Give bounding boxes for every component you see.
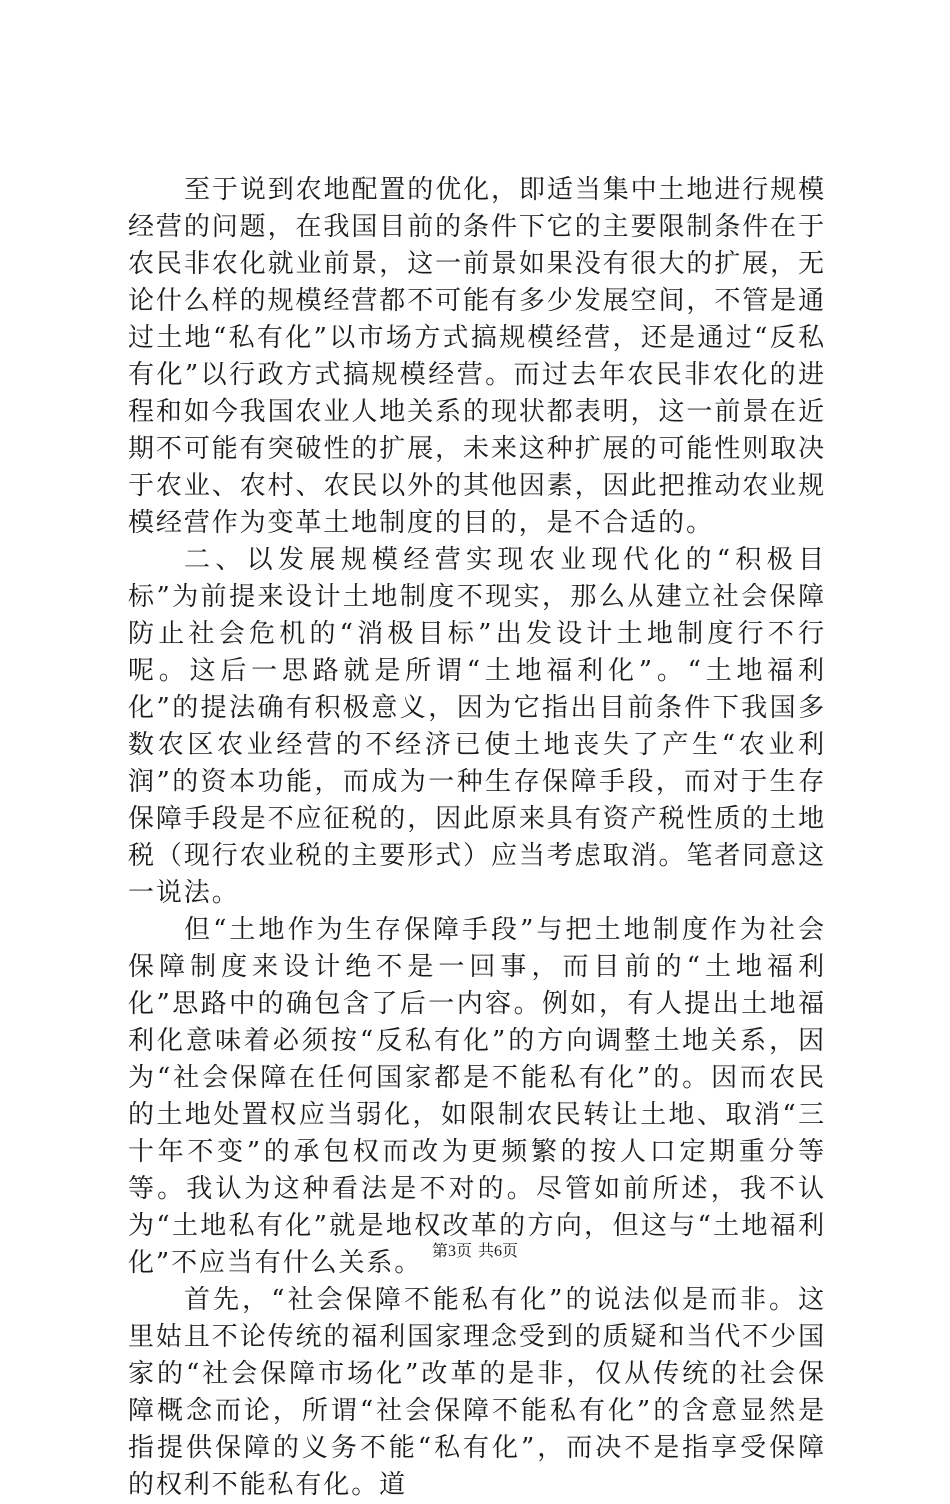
paragraph-4: 首先，“社会保障不能私有化”的说法似是而非。这里姑且不论传统的福利国家理念受到的质疑和当代不少国家的“社会保障市场化”改革的是非，仅从传统的社会保障概念而论，所谓“社会保障不能私有化”的含意显然是指提供保障的义务不能“私有化”，而决不是指享受保障的权利不能私有化。道	[128, 1285, 826, 1500]
paragraph-1: 至于说到农地配置的优化，即适当集中土地进行规模经营的问题，在我国目前的条件下它的主要限制条件在于农民非农化就业前景，这一前景如果没有很大的扩展，无论什么样的规模经营都不可能有多少发展空间，不管是通过土地“私有化”以市场方式搞规模经营，还是通过“反私有化”以行政方式搞规模经营。而过去年农民非农化的进程和如今我国农业人地关系的现状都表明，这一前景在近期不可能有突破性的扩展，未来这种扩展的可能性则取决于农业、农村、农民以外的其他因素，因此把推动农业规模经营作为变革土地制度的目的，是不合适的。	[128, 175, 826, 538]
page-total: 共6页	[478, 1243, 519, 1260]
paragraph-2: 二、以发展规模经营实现农业现代化的“积极目标”为前提来设计土地制度不现实，那么从建立社会保障防止社会危机的“消极目标”出发设计土地制度行不行呢。这后一思路就是所谓“土地福利化”。“土地福利化”的提法确有积极意义，因为它指出目前条件下我国多数农区农业经营的不经济已使土地丧失了产生“农业利润”的资本功能，而成为一种生存保障手段，而对于生存保障手段是不应征税的，因此原来具有资产税性质的土地税（现行农业税的主要形式）应当考虑取消。笔者同意这一说法。	[128, 545, 826, 908]
page-number: 第3页	[431, 1243, 472, 1260]
body-text	[128, 172, 826, 1504]
page-footer	[0, 1242, 950, 1262]
paragraph-3: 但“土地作为生存保障手段”与把土地制度作为社会保障制度来设计绝不是一回事，而目前的“土地福利化”思路中的确包含了后一内容。例如，有人提出土地福利化意味着必须按“反私有化”的方向调整土地关系，因为“社会保障在任何国家都是不能私有化”的。因而农民的土地处置权应当弱化，如限制农民转让土地、取消“三十年不变”的承包权而改为更频繁的按人口定期重分等等。我认为这种看法是不对的。尽管如前所述，我不认为“土地私有化”就是地权改革的方向，但这与“土地福利化”不应当有什么关系。	[128, 915, 826, 1278]
